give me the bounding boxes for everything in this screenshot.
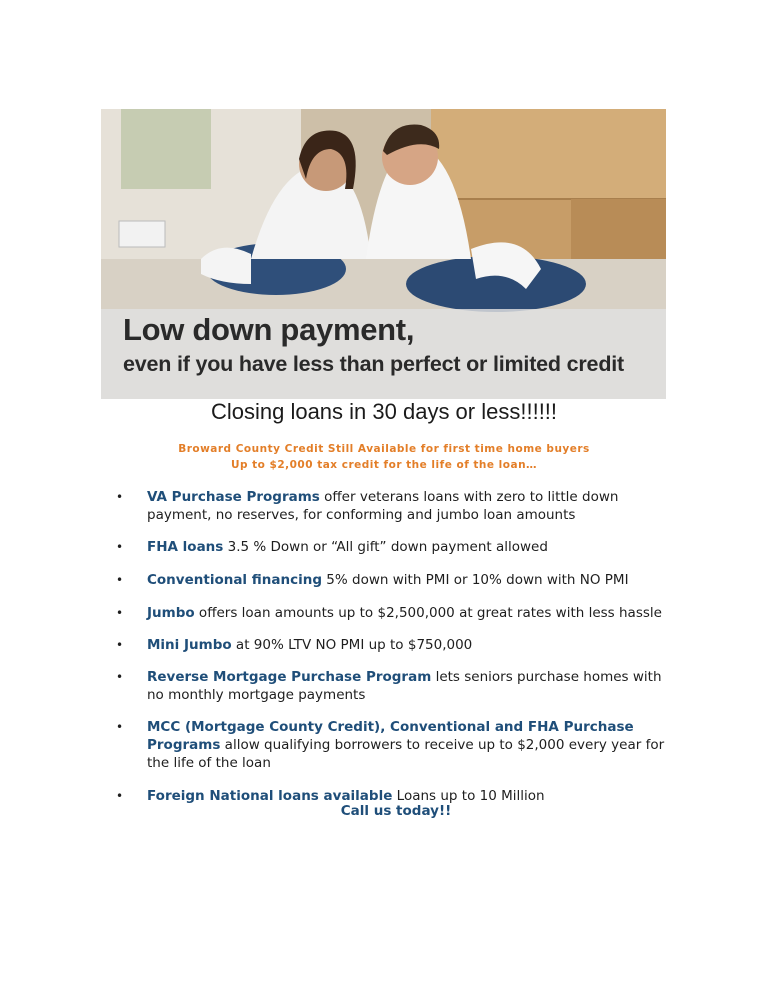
program-description: 3.5 % Down or “All gift” down payment allowed [223, 539, 548, 555]
call-to-action: Call us today!! [340, 803, 452, 819]
program-name: Mini Jumbo [147, 637, 232, 653]
bullet-icon: • [116, 720, 124, 734]
bullet-icon: • [116, 573, 124, 587]
program-description: allow qualifying borrowers to receive up to $2,000 every year for the life of the loan [147, 737, 665, 771]
bullet-icon: • [116, 789, 124, 803]
hero-banner [101, 109, 666, 399]
banner-headline: Low down payment, [123, 312, 415, 347]
closing-heading: Closing loans in 30 days or less!!!!!! [210, 399, 558, 424]
list-item [116, 718, 676, 772]
list-item [116, 636, 676, 654]
program-name: FHA loans [147, 539, 224, 555]
list-item [116, 668, 676, 704]
program-description: offers loan amounts up to $2,500,000 at great rates with less hassle [194, 605, 662, 621]
bullet-icon: • [116, 606, 124, 620]
list-item [116, 604, 676, 622]
tax-credit-notice: Up to $2,000 tax credit for the life of the loan… [230, 459, 538, 471]
broward-notice: Broward County Credit Still Available for first time home buyers [178, 443, 590, 455]
bullet-icon: • [116, 670, 124, 684]
program-name: Reverse Mortgage Purchase Program [147, 669, 432, 685]
program-name: Conventional financing [147, 572, 323, 588]
list-item [116, 571, 676, 589]
program-name: VA Purchase Programs [147, 489, 320, 505]
program-description: at 90% LTV NO PMI up to $750,000 [231, 637, 473, 653]
bullet-icon: • [116, 490, 124, 504]
program-description: lets seniors purchase homes with no monthly mortgage payments [147, 669, 662, 703]
list-item [116, 538, 676, 556]
program-description: Loans up to 10 Million [392, 788, 545, 804]
list-item [116, 488, 676, 524]
program-description: 5% down with PMI or 10% down with NO PMI [322, 572, 629, 588]
program-name: Foreign National loans available [147, 788, 393, 804]
bullet-icon: • [116, 540, 124, 554]
program-name: Jumbo [147, 605, 195, 621]
program-name: MCC (Mortgage County Credit), Conventional and FHA Purchase Programs [147, 719, 634, 753]
bullet-icon: • [116, 638, 124, 652]
program-description: offer veterans loans with zero to little down payment, no reserves, for conforming and jumbo loan amounts [147, 489, 619, 523]
banner-subline: even if you have less than perfect or limited credit [123, 352, 624, 376]
